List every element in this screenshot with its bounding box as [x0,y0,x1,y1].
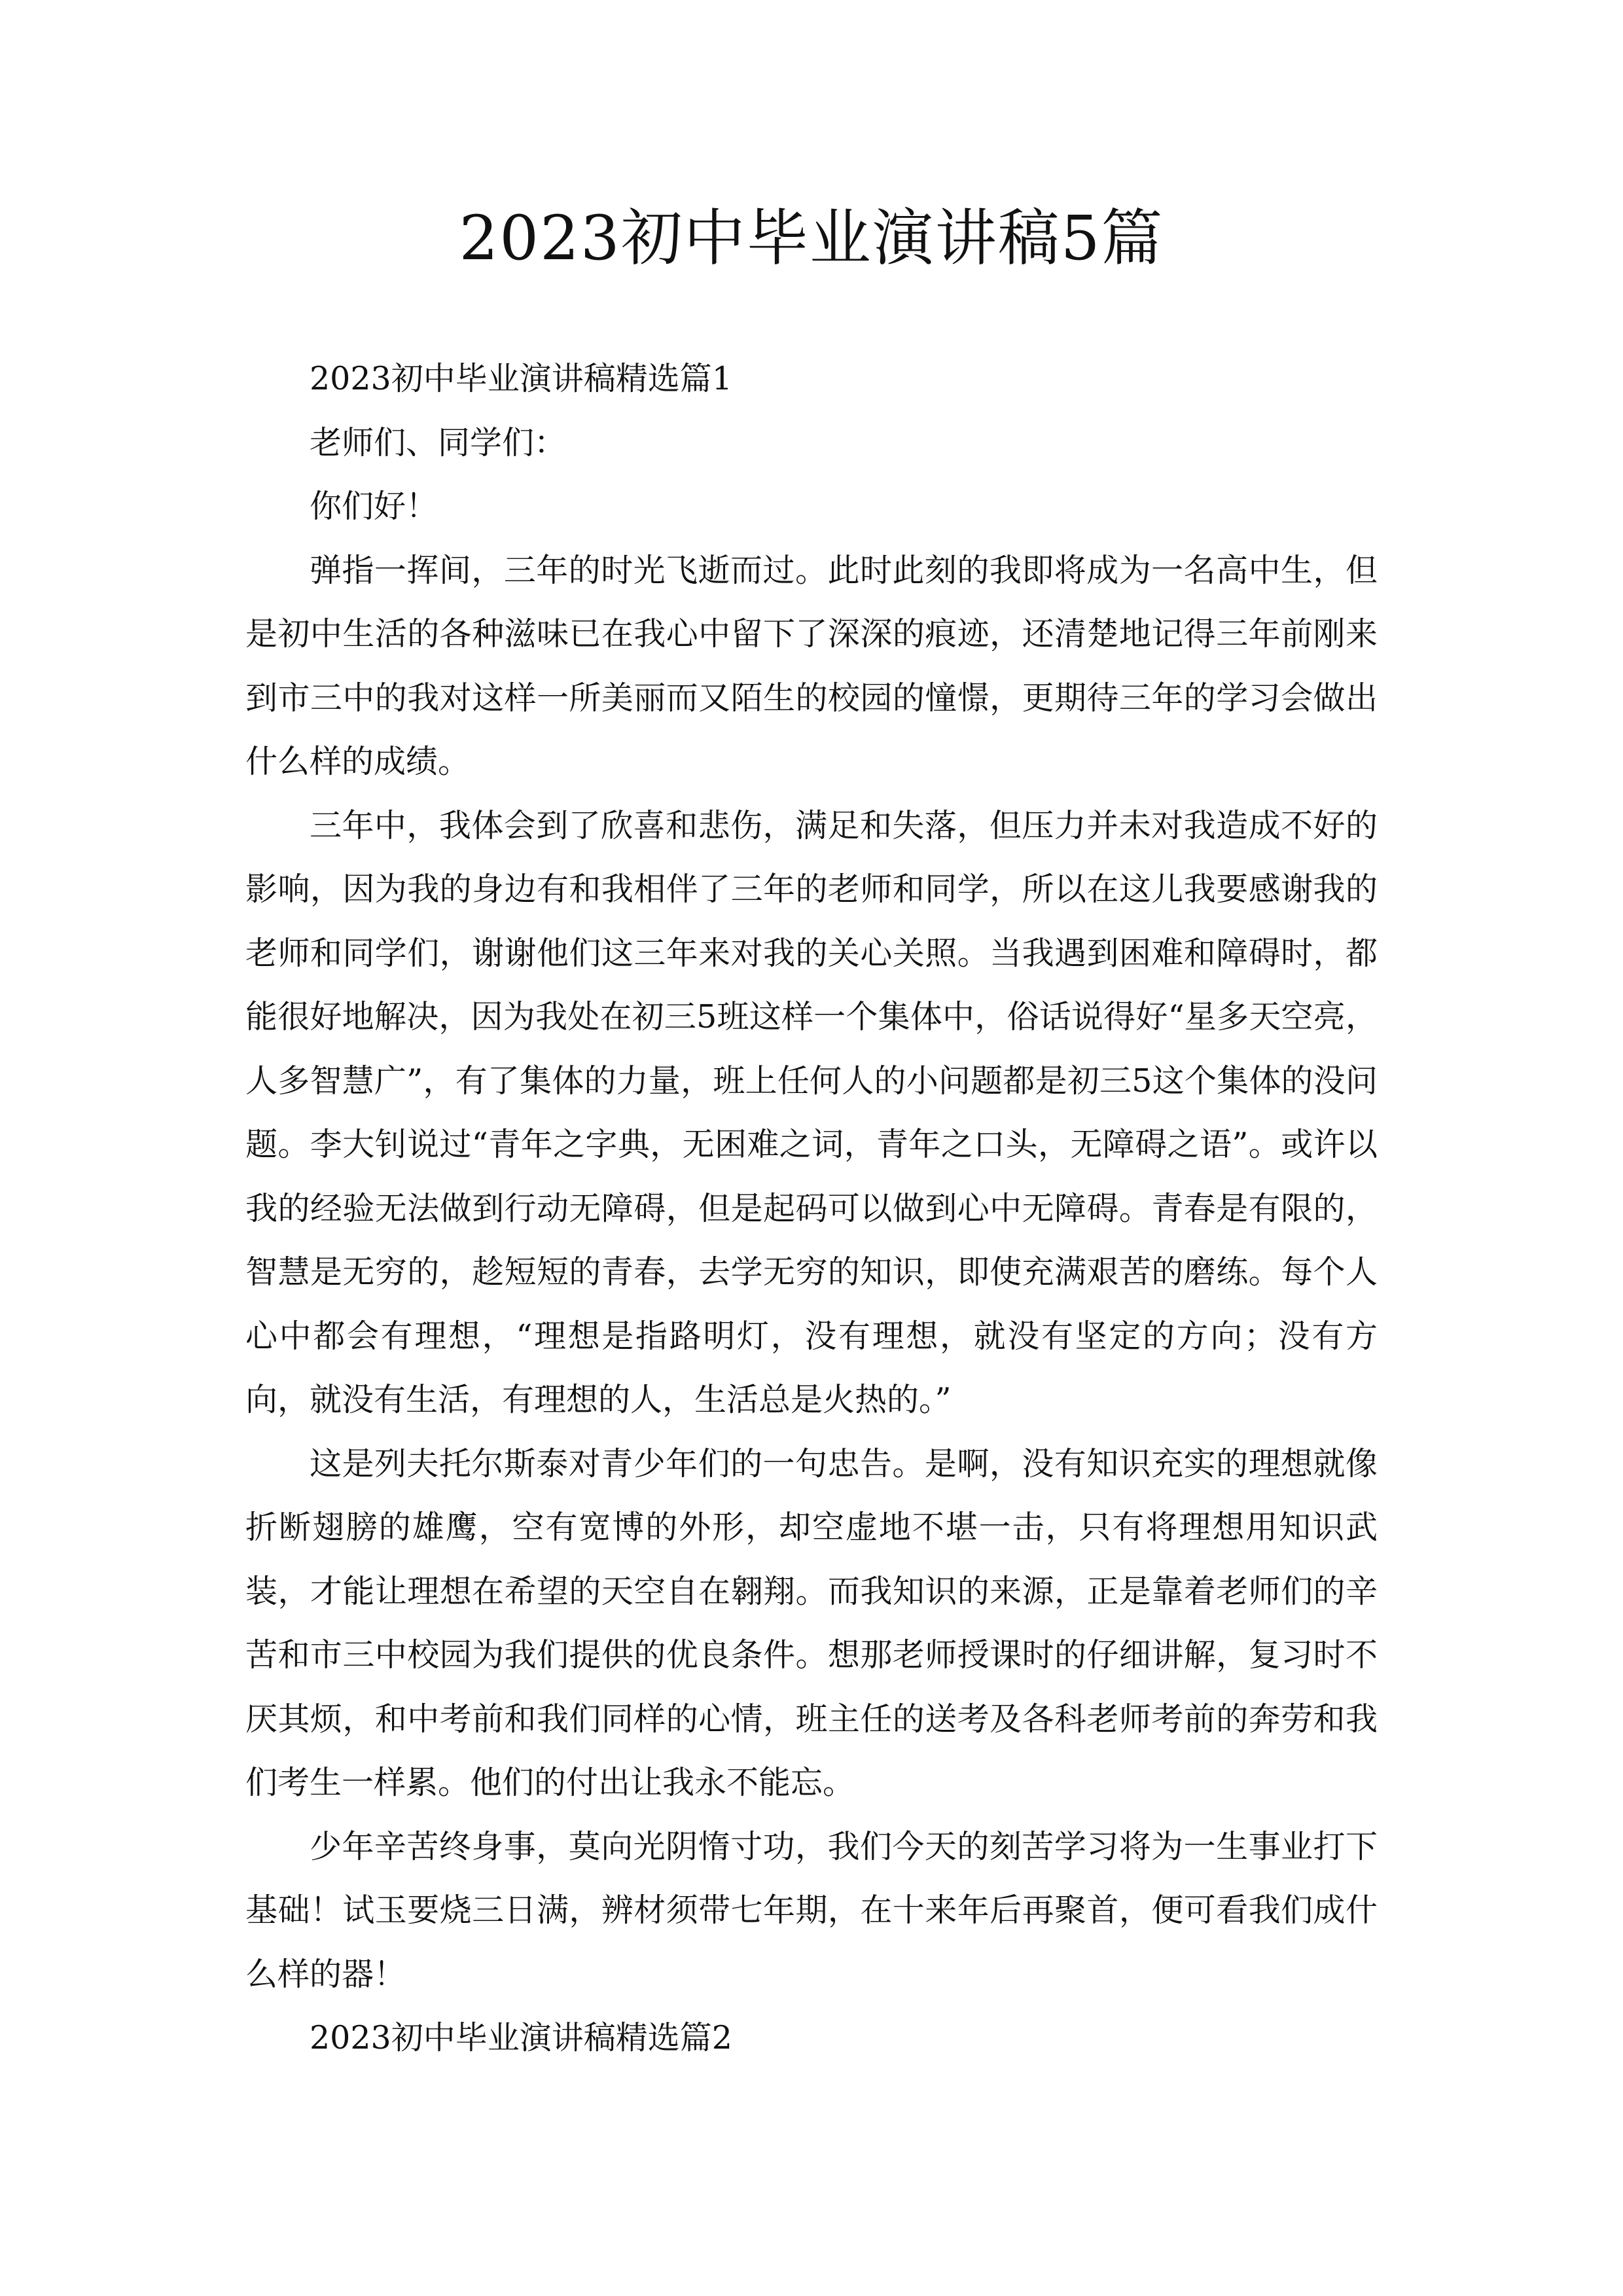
paragraph: 三年中，我体会到了欣喜和悲伤，满足和失落，但压力并未对我造成不好的影响，因为我的身边有和我相伴了三年的老师和同学，所以在这儿我要感谢我的老师和同学们，谢谢他们这三年来对我的关心关照。当我遇到困难和障碍时，都能很好地解决，因为我处在初三5班这样一个集体中，俗话说得好“星多天空亮，人多智慧广”，有了集体的力量，班上任何人的小问题都是初三5这个集体的没问题。李大钊说过“青年之字典，无困难之词，青年之口头，无障碍之语”。或许以我的经验无法做到行动无障碍，但是起码可以做到心中无障碍。青春是有限的，智慧是无穷的，趁短短的青春，去学无穷的知识，即使充满艰苦的磨练。每个人心中都会有理想，“理想是指路明灯，没有理想，就没有坚定的方向；没有方向，就没有生活，有理想的人，生活总是火热的。” [245,806,1378,1418]
paragraph: 少年辛苦终身事，莫向光阴惰寸功，我们今天的刻苦学习将为一生事业打下基础！试玉要烧三日满，辨材须带七年期，在十来年后再聚首，便可看我们成什么样的器！ [245,1827,1378,1993]
paragraph: 弹指一挥间，三年的时光飞逝而过。此时此刻的我即将成为一名高中生，但是初中生活的各种滋味已在我心中留下了深深的痕迹，还清楚地记得三年前刚来到市三中的我对这样一所美丽而又陌生的校园的憧憬，更期待三年的学习会做出什么样的成绩。 [245,551,1378,780]
document-title: 2023初中毕业演讲稿5篇 [459,203,1164,274]
section-heading-1: 2023初中毕业演讲稿精选篇1 [310,360,732,397]
paragraph: 这是列夫托尔斯泰对青少年们的一句忠告。是啊，没有知识充实的理想就像折断翅膀的雄鹰，空有宽博的外形，却空虚地不堪一击，只有将理想用知识武装，才能让理想在希望的天空自在翱翔。而我知识的来源，正是靠着老师们的辛苦和市三中校园为我们提供的优良条件。想那老师授课时的仔细讲解，复习时不厌其烦，和中考前和我们同样的心情，班主任的送考及各科老师考前的奔劳和我们考生一样累。他们的付出让我永不能忘。 [245,1444,1378,1801]
salutation: 老师们、同学们： [310,423,567,461]
greeting: 你们好！ [310,488,438,525]
document-body [245,347,1378,2070]
section-heading-2: 2023初中毕业演讲稿精选篇2 [310,2019,732,2056]
